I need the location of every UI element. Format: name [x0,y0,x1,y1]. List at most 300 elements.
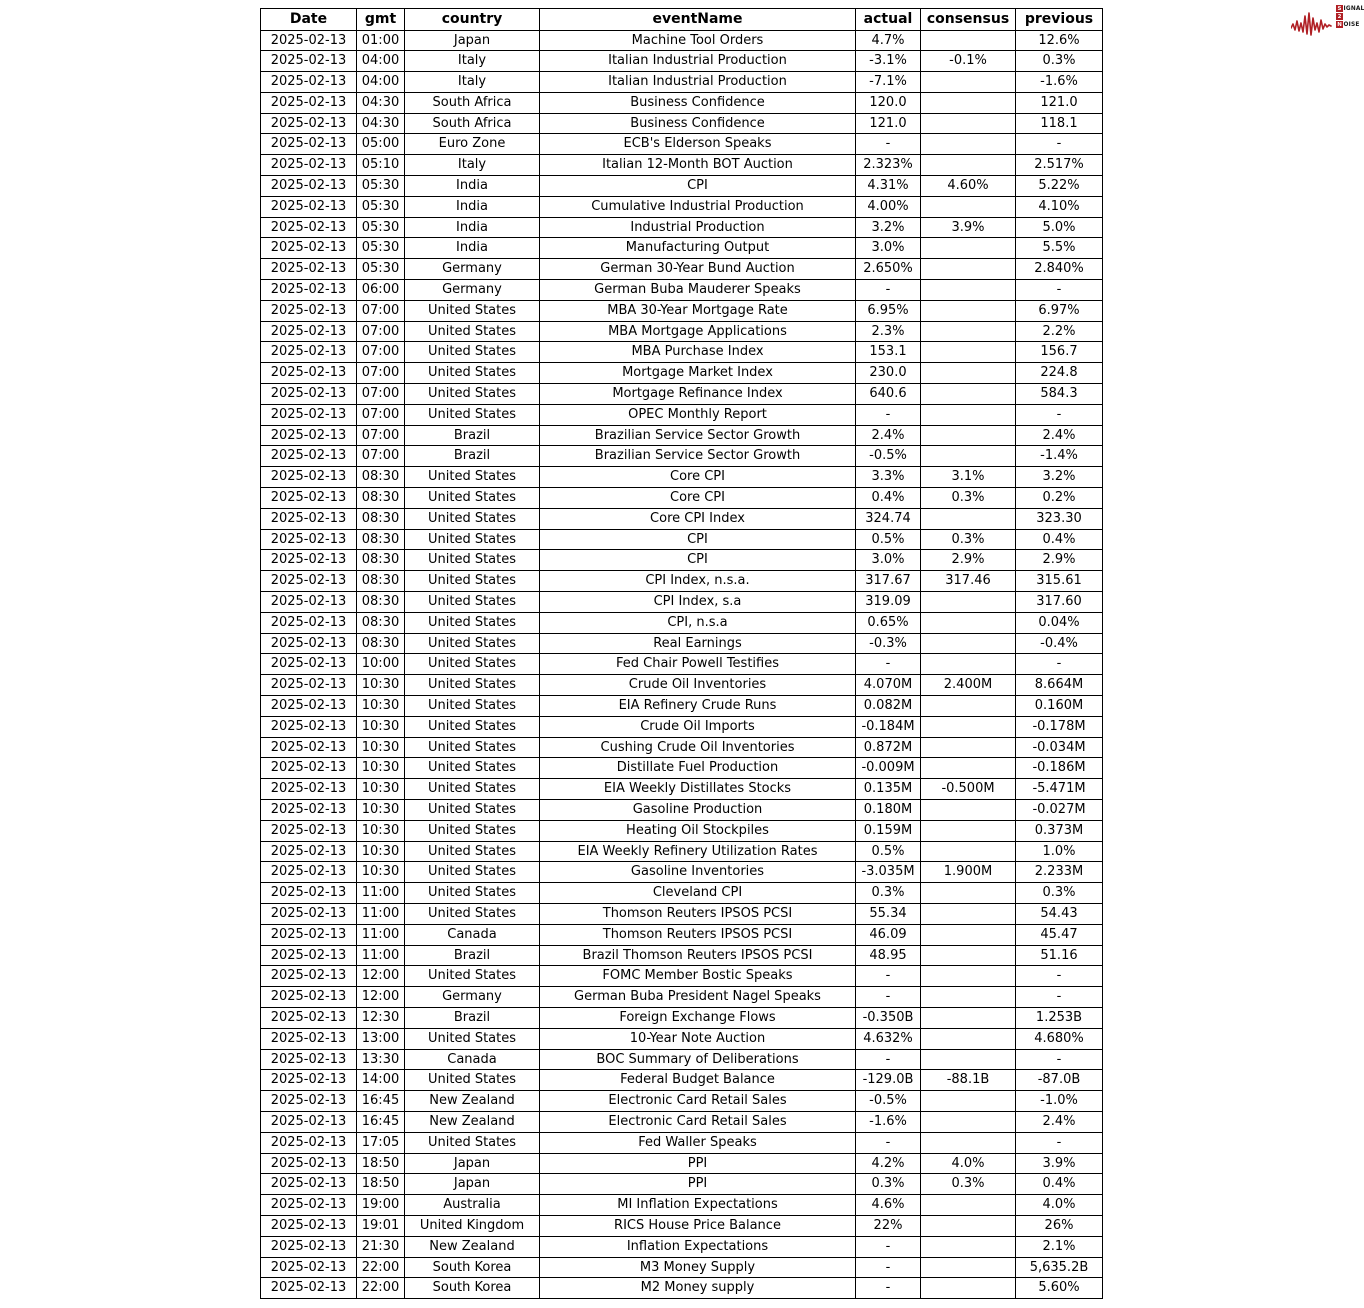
cell-date: 2025-02-13 [261,1195,357,1216]
cell-date: 2025-02-13 [261,196,357,217]
cell-date: 2025-02-13 [261,945,357,966]
cell-date: 2025-02-13 [261,841,357,862]
cell-gmt: 10:30 [357,779,405,800]
cell-country: Germany [405,259,540,280]
cell-event-name: Gasoline Production [540,799,856,820]
cell-event-name: Distillate Fuel Production [540,758,856,779]
cell-gmt: 12:00 [357,987,405,1008]
cell-date: 2025-02-13 [261,1049,357,1070]
cell-previous: 4.0% [1016,1195,1103,1216]
cell-gmt: 06:00 [357,280,405,301]
cell-date: 2025-02-13 [261,113,357,134]
cell-previous: 0.04% [1016,612,1103,633]
table-row [261,987,1103,1008]
cell-event-name: EIA Weekly Refinery Utilization Rates [540,841,856,862]
cell-event-name: CPI [540,550,856,571]
cell-date: 2025-02-13 [261,1153,357,1174]
cell-country: United Kingdom [405,1215,540,1236]
cell-date: 2025-02-13 [261,675,357,696]
cell-previous: 1.0% [1016,841,1103,862]
table-row [261,883,1103,904]
cell-consensus [921,1278,1016,1299]
cell-event-name: Heating Oil Stockpiles [540,820,856,841]
column-header-country: country [405,9,540,31]
cell-gmt: 07:00 [357,342,405,363]
table-row [261,404,1103,425]
table-row [261,675,1103,696]
cell-consensus [921,945,1016,966]
cell-previous: 2.840% [1016,259,1103,280]
cell-gmt: 18:50 [357,1153,405,1174]
cell-date: 2025-02-13 [261,446,357,467]
cell-consensus [921,300,1016,321]
cell-event-name: EIA Weekly Distillates Stocks [540,779,856,800]
table-row [261,737,1103,758]
cell-country: United States [405,404,540,425]
cell-actual: 4.070M [856,675,921,696]
cell-previous: 5,635.2B [1016,1257,1103,1278]
cell-actual: 4.6% [856,1195,921,1216]
logo-line-2 [1336,13,1364,21]
cell-consensus [921,1049,1016,1070]
cell-gmt: 10:30 [357,820,405,841]
cell-previous: 54.43 [1016,903,1103,924]
cell-event-name: CPI [540,529,856,550]
cell-country: India [405,196,540,217]
cell-date: 2025-02-13 [261,134,357,155]
cell-consensus [921,238,1016,259]
cell-date: 2025-02-13 [261,280,357,301]
cell-actual: -1.6% [856,1111,921,1132]
cell-consensus [921,259,1016,280]
table-row [261,238,1103,259]
cell-gmt: 08:30 [357,488,405,509]
cell-gmt: 05:10 [357,155,405,176]
cell-date: 2025-02-13 [261,883,357,904]
table-row [261,113,1103,134]
cell-gmt: 10:00 [357,654,405,675]
cell-consensus [921,1236,1016,1257]
cell-consensus [921,363,1016,384]
cell-consensus: -0.500M [921,779,1016,800]
table-row [261,321,1103,342]
cell-date: 2025-02-13 [261,924,357,945]
cell-actual: 4.31% [856,176,921,197]
cell-previous: -1.6% [1016,72,1103,93]
cell-event-name: Foreign Exchange Flows [540,1007,856,1028]
economic-events-table [260,8,1103,1299]
cell-country: Italy [405,51,540,72]
cell-country: Brazil [405,1007,540,1028]
cell-country: South Korea [405,1278,540,1299]
cell-gmt: 16:45 [357,1111,405,1132]
cell-consensus [921,696,1016,717]
cell-previous: 51.16 [1016,945,1103,966]
cell-consensus [921,654,1016,675]
cell-event-name: M2 Money supply [540,1278,856,1299]
table-row [261,654,1103,675]
cell-event-name: Thomson Reuters IPSOS PCSI [540,924,856,945]
table-row [261,612,1103,633]
cell-event-name: CPI Index, n.s.a. [540,571,856,592]
cell-actual: 2.323% [856,155,921,176]
cell-event-name: CPI [540,176,856,197]
cell-gmt: 08:30 [357,508,405,529]
cell-previous: - [1016,280,1103,301]
cell-previous: - [1016,134,1103,155]
cell-date: 2025-02-13 [261,529,357,550]
cell-event-name: 10-Year Note Auction [540,1028,856,1049]
cell-gmt: 07:00 [357,425,405,446]
cell-previous: -0.178M [1016,716,1103,737]
cell-country: Japan [405,1174,540,1195]
cell-consensus [921,758,1016,779]
cell-actual: - [856,404,921,425]
cell-consensus [921,404,1016,425]
table-row [261,1215,1103,1236]
cell-actual: - [856,1236,921,1257]
cell-actual: -0.5% [856,1091,921,1112]
cell-previous: 315.61 [1016,571,1103,592]
cell-gmt: 08:30 [357,612,405,633]
cell-country: Australia [405,1195,540,1216]
cell-consensus [921,820,1016,841]
cell-actual: 0.135M [856,779,921,800]
table-row [261,384,1103,405]
cell-actual: - [856,654,921,675]
cell-previous: -5.471M [1016,779,1103,800]
cell-previous: 4.10% [1016,196,1103,217]
cell-country: United States [405,758,540,779]
cell-previous: 2.4% [1016,425,1103,446]
cell-country: India [405,217,540,238]
cell-consensus: 1.900M [921,862,1016,883]
cell-previous: 224.8 [1016,363,1103,384]
table-row [261,633,1103,654]
cell-event-name: Core CPI Index [540,508,856,529]
table-row [261,259,1103,280]
table-row [261,342,1103,363]
cell-gmt: 05:30 [357,196,405,217]
table-row [261,176,1103,197]
cell-country: United States [405,883,540,904]
cell-consensus [921,1091,1016,1112]
cell-event-name: PPI [540,1153,856,1174]
cell-gmt: 10:30 [357,737,405,758]
cell-previous: 0.3% [1016,51,1103,72]
cell-actual: 4.632% [856,1028,921,1049]
cell-country: New Zealand [405,1236,540,1257]
cell-date: 2025-02-13 [261,384,357,405]
cell-event-name: Crude Oil Imports [540,716,856,737]
column-header-eventname: eventName [540,9,856,31]
cell-country: United States [405,467,540,488]
column-header-previous: previous [1016,9,1103,31]
cell-actual: 121.0 [856,113,921,134]
cell-event-name: MBA 30-Year Mortgage Rate [540,300,856,321]
cell-previous: 3.2% [1016,467,1103,488]
cell-actual: 4.2% [856,1153,921,1174]
cell-country: United States [405,488,540,509]
cell-actual: 3.3% [856,467,921,488]
cell-actual: - [856,987,921,1008]
cell-gmt: 08:30 [357,592,405,613]
cell-event-name: Cumulative Industrial Production [540,196,856,217]
table-row [261,1174,1103,1195]
table-row [261,592,1103,613]
cell-previous: 0.160M [1016,696,1103,717]
cell-previous: -0.027M [1016,799,1103,820]
cell-country: United States [405,363,540,384]
cell-gmt: 22:00 [357,1278,405,1299]
cell-gmt: 04:00 [357,72,405,93]
logo-letter-2: 2 [1337,13,1342,20]
cell-previous: 26% [1016,1215,1103,1236]
cell-event-name: Thomson Reuters IPSOS PCSI [540,903,856,924]
cell-previous: 5.5% [1016,238,1103,259]
cell-country: Euro Zone [405,134,540,155]
cell-actual: - [856,1132,921,1153]
cell-consensus [921,1215,1016,1236]
table-row [261,1070,1103,1091]
cell-date: 2025-02-13 [261,1070,357,1091]
cell-gmt: 10:30 [357,716,405,737]
cell-actual: 0.5% [856,529,921,550]
cell-date: 2025-02-13 [261,592,357,613]
cell-previous: 0.4% [1016,529,1103,550]
table-row [261,134,1103,155]
cell-event-name: Machine Tool Orders [540,30,856,51]
cell-consensus [921,1257,1016,1278]
cell-date: 2025-02-13 [261,488,357,509]
cell-event-name: Brazilian Service Sector Growth [540,425,856,446]
cell-actual: - [856,1257,921,1278]
cell-actual: 640.6 [856,384,921,405]
cell-date: 2025-02-13 [261,300,357,321]
cell-country: United States [405,300,540,321]
cell-country: New Zealand [405,1091,540,1112]
cell-actual: 3.0% [856,550,921,571]
table-row [261,696,1103,717]
cell-previous: 8.664M [1016,675,1103,696]
cell-actual: 0.3% [856,883,921,904]
cell-consensus: 0.3% [921,1174,1016,1195]
cell-actual: 324.74 [856,508,921,529]
cell-previous: 2.4% [1016,1111,1103,1132]
cell-actual: 0.65% [856,612,921,633]
cell-previous: 0.4% [1016,1174,1103,1195]
cell-consensus [921,592,1016,613]
cell-event-name: Brazilian Service Sector Growth [540,446,856,467]
table-row [261,425,1103,446]
cell-previous: 2.1% [1016,1236,1103,1257]
cell-consensus [921,1195,1016,1216]
cell-actual: 2.4% [856,425,921,446]
cell-event-name: Federal Budget Balance [540,1070,856,1091]
cell-gmt: 07:00 [357,384,405,405]
cell-country: United States [405,862,540,883]
cell-previous: 156.7 [1016,342,1103,363]
cell-event-name: Fed Waller Speaks [540,1132,856,1153]
cell-consensus [921,425,1016,446]
cell-event-name: Brazil Thomson Reuters IPSOS PCSI [540,945,856,966]
table-row [261,155,1103,176]
cell-previous: 0.2% [1016,488,1103,509]
cell-event-name: PPI [540,1174,856,1195]
cell-event-name: Cushing Crude Oil Inventories [540,737,856,758]
cell-date: 2025-02-13 [261,716,357,737]
cell-gmt: 11:00 [357,903,405,924]
cell-date: 2025-02-13 [261,1174,357,1195]
cell-previous: 6.97% [1016,300,1103,321]
table-row [261,1091,1103,1112]
cell-consensus: 3.1% [921,467,1016,488]
cell-event-name: Crude Oil Inventories [540,675,856,696]
logo-rest-ignal: IGNAL [1343,5,1364,12]
cell-country: United States [405,654,540,675]
cell-date: 2025-02-13 [261,1028,357,1049]
cell-actual: -129.0B [856,1070,921,1091]
cell-consensus [921,737,1016,758]
table-row [261,903,1103,924]
cell-consensus [921,841,1016,862]
cell-country: Brazil [405,945,540,966]
waveform-icon [1291,11,1338,38]
cell-date: 2025-02-13 [261,1278,357,1299]
cell-event-name: Gasoline Inventories [540,862,856,883]
cell-country: South Africa [405,113,540,134]
table-header-row [261,9,1103,31]
cell-consensus: 317.46 [921,571,1016,592]
cell-date: 2025-02-13 [261,737,357,758]
cell-date: 2025-02-13 [261,363,357,384]
cell-gmt: 04:00 [357,51,405,72]
cell-event-name: FOMC Member Bostic Speaks [540,966,856,987]
table-row [261,945,1103,966]
cell-actual: 319.09 [856,592,921,613]
cell-country: Germany [405,280,540,301]
cell-date: 2025-02-13 [261,425,357,446]
cell-event-name: Core CPI [540,488,856,509]
cell-previous: -0.186M [1016,758,1103,779]
cell-gmt: 07:00 [357,300,405,321]
cell-gmt: 10:30 [357,799,405,820]
cell-consensus: 2.400M [921,675,1016,696]
cell-gmt: 10:30 [357,696,405,717]
cell-gmt: 07:00 [357,404,405,425]
cell-previous: - [1016,966,1103,987]
cell-event-name: EIA Refinery Crude Runs [540,696,856,717]
cell-date: 2025-02-13 [261,467,357,488]
cell-consensus [921,1028,1016,1049]
cell-event-name: Electronic Card Retail Sales [540,1111,856,1132]
cell-previous: 317.60 [1016,592,1103,613]
cell-country: New Zealand [405,1111,540,1132]
cell-country: United States [405,1070,540,1091]
cell-previous: 12.6% [1016,30,1103,51]
cell-consensus [921,446,1016,467]
cell-country: Brazil [405,425,540,446]
cell-consensus [921,1007,1016,1028]
cell-actual: -7.1% [856,72,921,93]
cell-date: 2025-02-13 [261,321,357,342]
cell-country: United States [405,779,540,800]
table-row [261,467,1103,488]
cell-country: United States [405,342,540,363]
cell-previous: 121.0 [1016,92,1103,113]
cell-previous: 2.2% [1016,321,1103,342]
cell-consensus: 3.9% [921,217,1016,238]
cell-date: 2025-02-13 [261,799,357,820]
cell-event-name: German Buba Mauderer Speaks [540,280,856,301]
cell-gmt: 04:30 [357,92,405,113]
cell-consensus [921,342,1016,363]
cell-previous: -1.4% [1016,446,1103,467]
cell-previous: 2.233M [1016,862,1103,883]
cell-date: 2025-02-13 [261,612,357,633]
logo-letter-n: N [1337,21,1342,28]
table-row [261,799,1103,820]
table-row [261,924,1103,945]
cell-country: United States [405,550,540,571]
table-row [261,488,1103,509]
cell-consensus: 2.9% [921,550,1016,571]
cell-actual: -0.3% [856,633,921,654]
column-header-consensus: consensus [921,9,1016,31]
cell-event-name: Inflation Expectations [540,1236,856,1257]
cell-actual: 0.5% [856,841,921,862]
cell-consensus [921,384,1016,405]
cell-consensus: 4.60% [921,176,1016,197]
cell-previous: 2.517% [1016,155,1103,176]
cell-actual: 0.180M [856,799,921,820]
cell-actual: 48.95 [856,945,921,966]
cell-event-name: CPI, n.s.a [540,612,856,633]
cell-consensus [921,903,1016,924]
table-row [261,72,1103,93]
cell-consensus: 0.3% [921,488,1016,509]
cell-previous: - [1016,404,1103,425]
cell-actual: -0.009M [856,758,921,779]
cell-country: Italy [405,155,540,176]
cell-gmt: 11:00 [357,945,405,966]
cell-previous: -0.4% [1016,633,1103,654]
cell-country: United States [405,903,540,924]
cell-gmt: 08:30 [357,571,405,592]
cell-previous: -0.034M [1016,737,1103,758]
cell-previous: -87.0B [1016,1070,1103,1091]
cell-actual: 55.34 [856,903,921,924]
cell-gmt: 14:00 [357,1070,405,1091]
table-row [261,779,1103,800]
cell-actual: -0.350B [856,1007,921,1028]
table-row [261,1132,1103,1153]
cell-previous: - [1016,1049,1103,1070]
cell-date: 2025-02-13 [261,696,357,717]
logo-rest-oise: OISE [1343,21,1360,28]
cell-consensus [921,716,1016,737]
cell-gmt: 08:30 [357,550,405,571]
cell-gmt: 21:30 [357,1236,405,1257]
cell-gmt: 11:00 [357,883,405,904]
logo-wordmark [1336,5,1364,29]
cell-gmt: 05:30 [357,176,405,197]
table-row [261,966,1103,987]
cell-event-name: Italian Industrial Production [540,72,856,93]
cell-actual: -3.1% [856,51,921,72]
cell-date: 2025-02-13 [261,238,357,259]
cell-actual: 230.0 [856,363,921,384]
